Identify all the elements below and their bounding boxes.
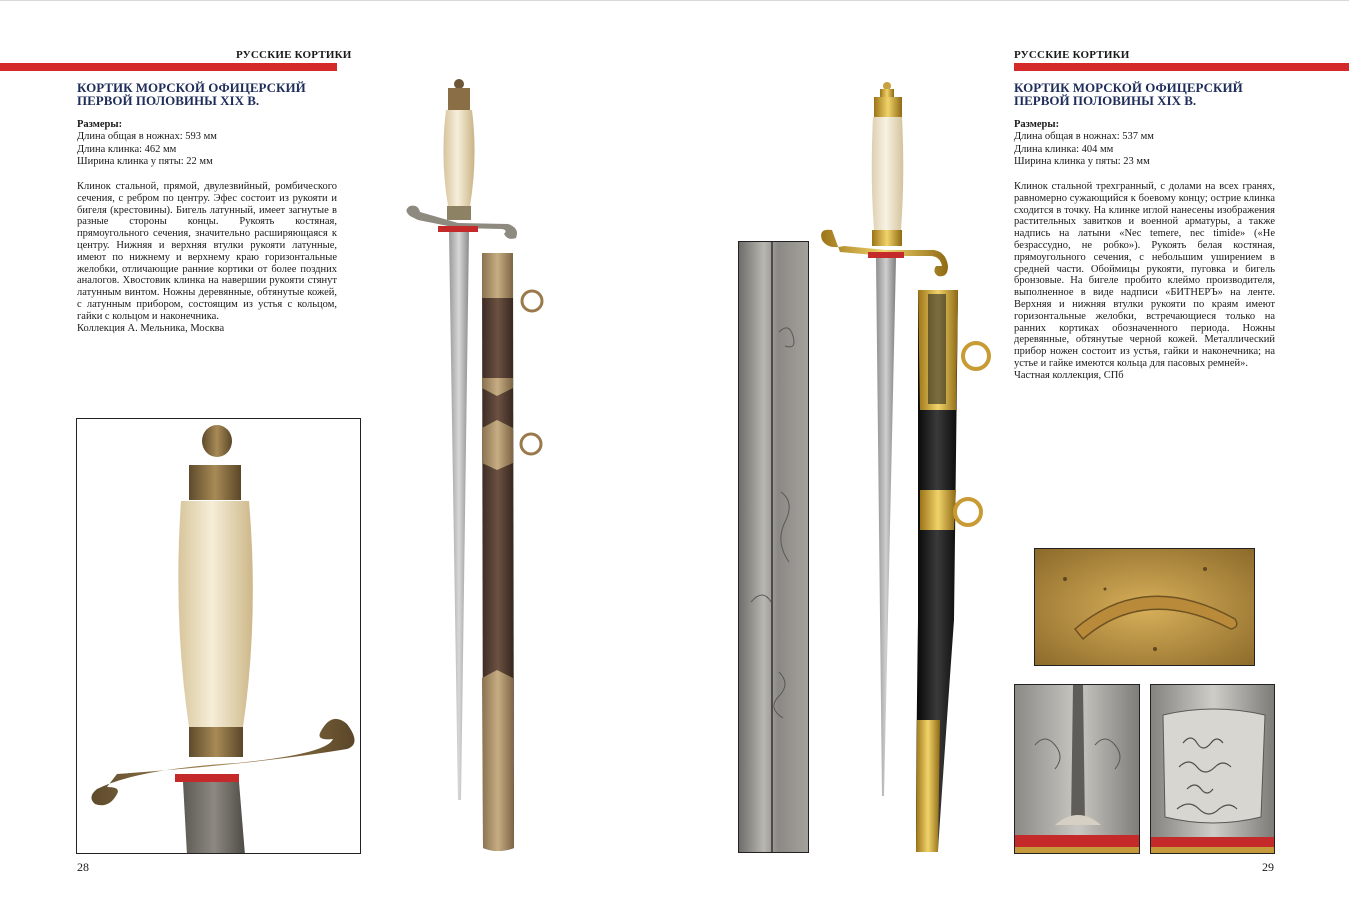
right-dimensions bbox=[1014, 131, 1154, 169]
right-title-line2: ПЕРВОЙ ПОЛОВИНЫ XIX В. bbox=[1014, 93, 1197, 108]
right-description: Клинок стальной трехгранный, с долами на всех гранях, равномерно сужающийся к боевому концу; острие клинка сходится в точку. На клинке иглой нанесены изображения растительных завитков и военной арматуры, а также надпись на латыни «Nec temere, nec timide» («Не безрассудно, не робко»). Рукоять белая костяная, прямоугольного сечения, с небольшим уширением в средней части. Обоймицы рукояти, пуговка и бигель бронзовые. На бигеле пробито клеймо производителя, выполненное в виде надписи «БИТНЕРЪ» на ленте. Верхняя и нижняя втулки рукояти по краям имеют горизонтальные желобки, встречающиеся только на ранних кортиках обозначенного периода. Ножны деревянные, обтянутые черной кожей. Металлический прибор ножен состоит из устья, гайки и наконечника; на устье и гайке имеются кольца для пасовых ремней». bbox=[1014, 181, 1275, 369]
left-red-bar bbox=[0, 63, 337, 71]
blade-base-closeup-photo bbox=[1014, 684, 1140, 854]
left-dirk-and-scabbard-photo bbox=[398, 78, 550, 853]
right-section-label: РУССКИЕ КОРТИКИ bbox=[1014, 49, 1130, 61]
right-dimensions-heading: Размеры: bbox=[1014, 119, 1060, 130]
blade-engraving-detail-photo bbox=[738, 241, 809, 853]
left-dimensions-heading: Размеры: bbox=[77, 119, 123, 130]
right-dim-total: Длина общая в ножнах: 537 мм bbox=[1014, 131, 1154, 142]
left-collection: Коллекция А. Мельника, Москва bbox=[77, 322, 225, 334]
right-collection: Частная коллекция, СПб bbox=[1014, 369, 1124, 381]
left-description: Клинок стальной, прямой, двулезвийный, ромбического сечения, с ребром по центру. Эфес состоит из рукояти и бигеля (крестовины). Бигель латунный, имеет загнутые в разные стороны концы. Рукоять костяная, прямоугольного сечения, значительно расширяющаяся к центру. Нижняя и верхняя втулки рукояти латунные, имеют по нижнему и верхнему краю горизонтальные желобки, отличающие ранние кортики от более поздних аналогов. Хвостовик клинка на навершии рукояти стянут латунным винтом. Ножны деревянные, обтянутые кожей, с латунным прибором, состоящим из устья с кольцом, гайки с кольцом и наконечника. bbox=[77, 181, 337, 322]
right-dim-width: Ширина клинка у пяты: 23 мм bbox=[1014, 156, 1150, 167]
right-page-number: 29 bbox=[1262, 860, 1274, 874]
left-dim-blade: Длина клинка: 462 мм bbox=[77, 143, 177, 155]
inscription-closeup-photo bbox=[1150, 684, 1275, 854]
right-title-line1: КОРТИК МОРСКОЙ ОФИЦЕРСКИЙ bbox=[1014, 80, 1243, 95]
left-description-block bbox=[77, 181, 337, 334]
right-dim-blade: Длина клинка: 404 мм bbox=[1014, 143, 1114, 155]
right-red-bar bbox=[1014, 63, 1349, 71]
left-title-line2: ПЕРВОЙ ПОЛОВИНЫ XIX В. bbox=[77, 93, 260, 108]
left-dimensions bbox=[77, 131, 217, 169]
makers-mark-closeup-photo bbox=[1034, 548, 1255, 666]
left-hilt-closeup-photo bbox=[76, 418, 361, 854]
left-dim-total: Длина общая в ножнах: 593 мм bbox=[77, 131, 217, 142]
left-dim-width: Ширина клинка у пяты: 22 мм bbox=[77, 156, 213, 167]
page-top-edge bbox=[0, 0, 1349, 1]
right-dirk-and-scabbard-photo bbox=[816, 80, 998, 855]
right-description-block bbox=[1014, 181, 1275, 382]
left-section-label: РУССКИЕ КОРТИКИ bbox=[236, 49, 352, 61]
left-page-number: 28 bbox=[77, 860, 89, 874]
left-title-line1: КОРТИК МОРСКОЙ ОФИЦЕРСКИЙ bbox=[77, 80, 306, 95]
